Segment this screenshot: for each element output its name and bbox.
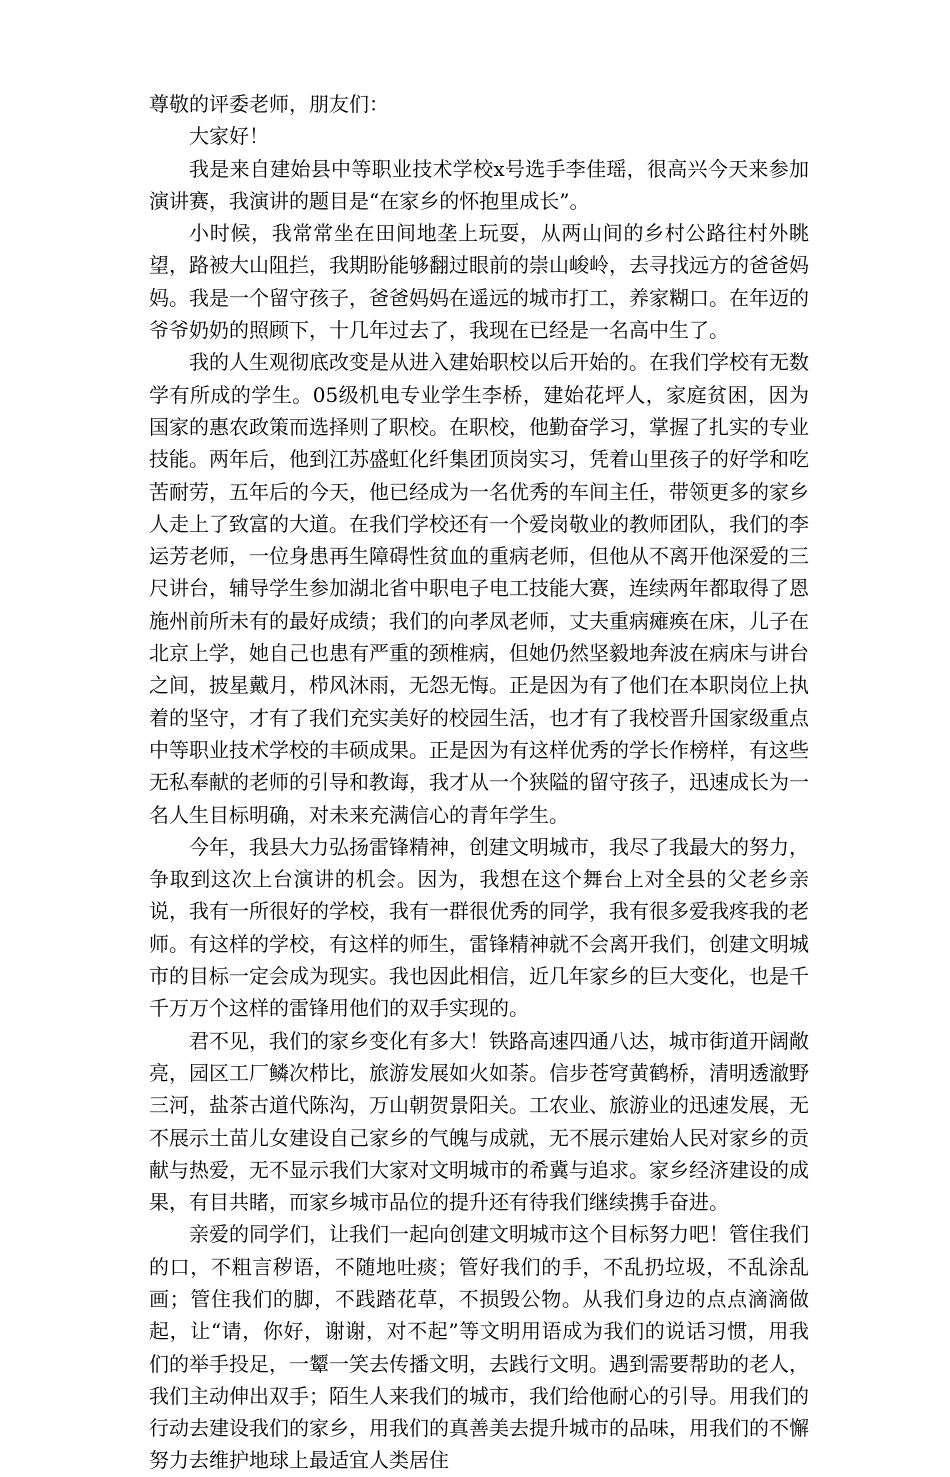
introduction-paragraph: 我是来自建始县中等职业技术学校x号选手李佳瑶，很高兴今天来参加演讲赛，我演讲的题目是“在家乡的怀抱里成长”。 xyxy=(149,156,809,213)
greeting-paragraph: 大家好！ xyxy=(189,124,269,149)
school-paragraph: 我的人生观彻底改变是从进入建始职校以后开始的。在我们学校有无数学有所成的学生。05级机电专业学生李桥，建始花坪人，家庭贫困，因为国家的惠农政策而选择则了职校。在职校，他勤奋学习，掌握了扎实的专业技能。两年后，他到江苏盛虹化纤集团顶岗实习，凭着山里孩子的好学和吃苦耐劳，五年后的今天，他已经成为一名优秀的车间主任，带领更多的家乡人走上了致富的大道。在我们学校还有一个爱岗敬业的教师团队，我们的李运芳老师，一位身患再生障碍性贫血的重病老师，但他从不离开他深爱的三尺讲台，辅导学生参加湖北省中职电子电工技能大赛，连续两年都取得了恩施州前所未有的最好成绩；我们的向孝凤老师，丈夫重病瘫痪在床，儿子在北京上学，她自己也患有严重的颈椎病，但她仍然坚毅地奔波在病床与讲台之间，披星戴月，栉风沐雨，无怨无悔。正是因为有了他们在本职岗位上执着的坚守，才有了我们充实美好的校园生活，也才有了我校晋升国家级重点中等职业技术学校的丰硕成果。正是因为有这样优秀的学长作榜样，有这些无私奉献的老师的引导和教诲，我才从一个狭隘的留守孩子，迅速成长为一名人生目标明确，对未来充满信心的青年学生。 xyxy=(149,350,809,827)
hometown-paragraph: 君不见，我们的家乡变化有多大！铁路高速四通八达，城市街道开阔敞亮，园区工厂鳞次栉比，旅游发展如火如荼。信步苍穹黄鹤桥，清明透澈野三河，盐茶古道代陈沟，万山朝贺景阳关。工农业、旅游业的迅速发展，无不展示土苗儿女建设自己家乡的气魄与成就，无不展示建始人民对家乡的贡献与热爱，无不显示我们大家对文明城市的希冀与追求。家乡经济建设的成果，有目共睹，而家乡城市品位的提升还有待我们继续携手奋进。 xyxy=(149,1028,809,1215)
call-to-action-paragraph: 亲爱的同学们，让我们一起向创建文明城市这个目标努力吧！管住我们的口，不粗言秽语，不随地吐痰；管好我们的手，不乱扔垃圾，不乱涂乱画；管住我们的脚，不践踏花草，不损毁公物。从我们身边的点点滴滴做起，让“请，你好，谢谢，对不起”等文明用语成为我们的说话习惯，用我们的举手投足，一颦一笑去传播文明，去践行文明。遇到需要帮助的老人，我们主动伸出双手；陌生人来我们的城市，我们给他耐心的引导。用我们的行动去建设我们的家乡，用我们的真善美去提升城市的品味，用我们的不懈努力去维护地球上最适宜人类居住 xyxy=(149,1222,809,1473)
leifeng-paragraph: 今年，我县大力弘扬雷锋精神，创建文明城市，我尽了我最大的努力，争取到这次上台演讲的机会。因为，我想在这个舞台上对全县的父老乡亲说，我有一所很好的学校，我有一群很优秀的同学，我有很多爱我疼我的老师。有这样的学校，有这样的师生，雷锋精神就不会离开我们，创建文明城市的目标一定会成为现实。我也因此相信，近几年家乡的巨大变化，也是千千万万个这样的雷锋用他们的双手实现的。 xyxy=(149,834,809,1021)
document-body xyxy=(149,88,809,1477)
salutation: 尊敬的评委老师，朋友们： xyxy=(149,92,389,116)
childhood-paragraph: 小时候，我常常坐在田间地垄上玩耍，从两山间的乡村公路往村外眺望，路被大山阻拦，我期盼能够翻过眼前的崇山峻岭，去寻找远方的爸爸妈妈。我是一个留守孩子，爸爸妈妈在遥远的城市打工，养家糊口。在年迈的爷爷奶奶的照顾下，十几年过去了，我现在已经是一名高中生了。 xyxy=(149,221,809,343)
